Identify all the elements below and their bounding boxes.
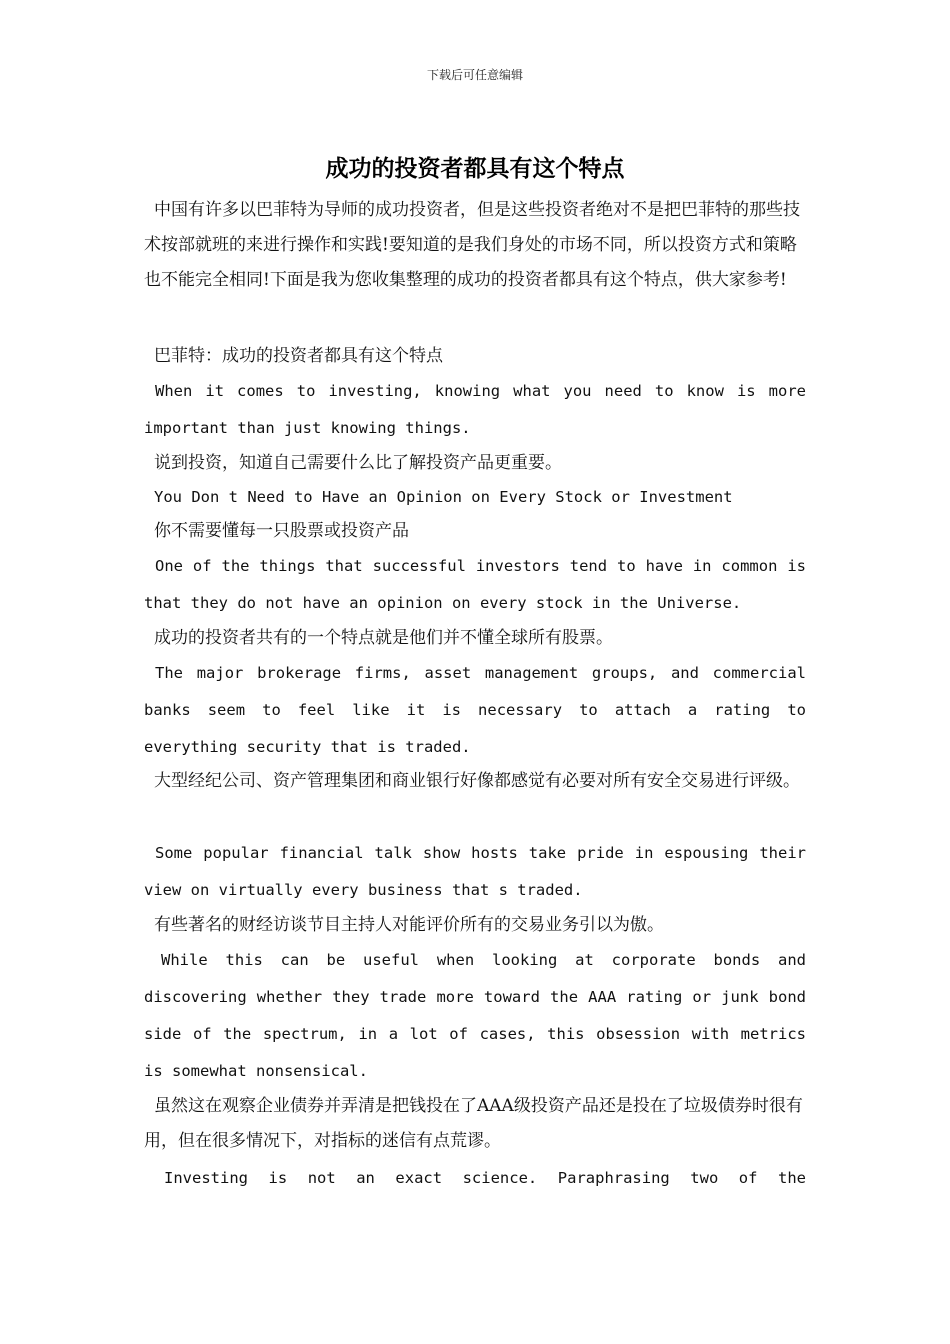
paragraph-en-2: You Don t Need to Have an Opinion on Every Stock or Investment	[154, 488, 733, 506]
header-note: 下载后可任意编辑	[426, 68, 523, 82]
paragraph-cn-3: 成功的投资者共有的一个特点就是他们并不懂全球所有股票。	[154, 628, 613, 648]
paragraph-cn-2: 你不需要懂每一只股票或投资产品	[154, 521, 409, 541]
document-title: 成功的投资者都具有这个特点	[325, 155, 625, 182]
paragraph-en-4: The major brokerage firms, asset management groups, and commercial banks seem to feel like it is necessary to attach a rating to everything security that is traded.	[144, 664, 806, 756]
paragraph-intro: 中国有许多以巴菲特为导师的成功投资者，但是这些投资者绝对不是把巴菲特的那些技术按部就班的来进行操作和实践!要知道的是我们身处的市场不同，所以投资方式和策略也不能完全相同!下面是我为您收集整理的成功的投资者都具有这个特点，供大家参考!	[144, 200, 800, 290]
paragraph-en-7: Investing is not an exact science. Paraphrasing two of the	[164, 1169, 806, 1187]
paragraph-cn-6: 虽然这在观察企业债券并弄清是把钱投在了AAA级投资产品还是投在了垃圾债券时很有用，但在很多情况下，对指标的迷信有点荒谬。	[144, 1096, 803, 1151]
paragraph-heading: 巴菲特：成功的投资者都具有这个特点	[154, 346, 443, 366]
paragraph-cn-4: 大型经纪公司、资产管理集团和商业银行好像都感觉有必要对所有安全交易进行评级。	[154, 771, 800, 791]
paragraph-en-6: While this can be useful when looking at corporate bonds and discovering whether they trade more toward the AAA rating or junk bond side of the spectrum, in a lot of cases, this obsession with metrics is somewhat nonsensical.	[144, 951, 806, 1080]
paragraph-cn-1: 说到投资，知道自己需要什么比了解投资产品更重要。	[154, 453, 562, 473]
paragraph-cn-5: 有些著名的财经访谈节目主持人对能评价所有的交易业务引以为傲。	[154, 915, 664, 935]
paragraph-en-1: When it comes to investing, knowing what you need to know is more important than just knowing things.	[144, 382, 806, 437]
paragraph-en-5: Some popular financial talk show hosts take pride in espousing their view on virtually every business that s traded.	[144, 844, 806, 899]
paragraph-en-3: One of the things that successful investors tend to have in common is that they do not have an opinion on every stock in the Universe.	[144, 557, 806, 612]
